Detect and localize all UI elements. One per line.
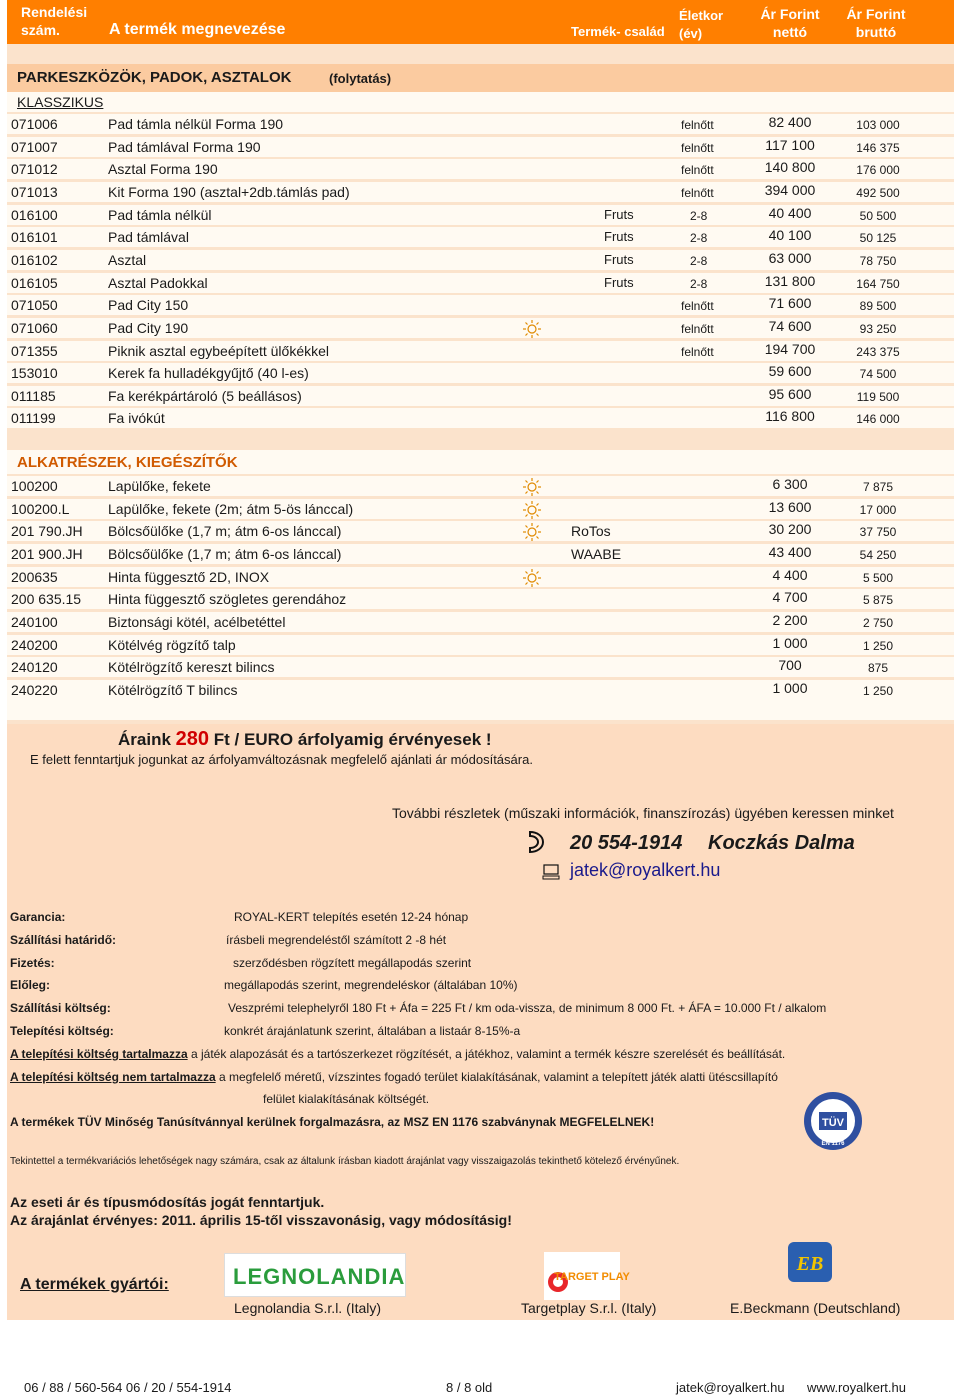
row-code: 201 900.JH <box>11 545 83 562</box>
header-net: Ár Forint nettó <box>760 6 820 40</box>
row-age: 2-8 <box>690 276 708 291</box>
row-code: 011199 <box>11 410 56 427</box>
row-gross: 146 375 <box>856 140 900 155</box>
table-row <box>7 273 954 295</box>
row-gross: 50 500 <box>859 208 897 223</box>
row-code: 071007 <box>11 138 58 155</box>
row-code: 016100 <box>11 206 58 223</box>
maker-beckmann: E.Beckmann (Deutschland) <box>730 1300 901 1316</box>
term-label: Fizetés: <box>10 955 55 970</box>
row-age: 2-8 <box>690 208 708 223</box>
row-gross: 875 <box>867 661 889 676</box>
row-net: 700 <box>778 657 802 674</box>
section1-title: PARKESZKÖZÖK, PADOK, ASZTALOK <box>17 69 292 86</box>
table-row <box>7 567 954 589</box>
tuv-text: A termékek TÜV Minőség Tanúsítvánnyal kerülnek forgalmazásra, az MSZ EN 1176 szabványnak MEGFELELNEK! <box>10 1115 655 1129</box>
row-code: 071050 <box>11 297 58 314</box>
footer-phones: 06 / 88 / 560-564 06 / 20 / 554-1914 <box>24 1380 232 1395</box>
row-net: 194 700 <box>764 340 816 357</box>
row-code: 071060 <box>11 319 58 336</box>
row-name: Pad támlával <box>108 229 189 246</box>
row-gross: 1 250 <box>862 683 894 698</box>
row-code: 240100 <box>11 613 58 630</box>
table-row <box>7 227 954 249</box>
tuv-badge-icon <box>802 1090 864 1157</box>
computer-icon <box>542 864 560 885</box>
table-row <box>7 250 954 272</box>
term-label: Telepítési költség: <box>10 1024 114 1038</box>
row-age: felnőtt <box>681 163 714 178</box>
row-gross: 5 500 <box>862 570 894 585</box>
row-code: 240200 <box>11 636 58 653</box>
table-row <box>7 589 954 611</box>
row-gross: 17 000 <box>859 502 897 517</box>
row-code: 240120 <box>11 659 58 676</box>
row-name: Bölcsőülőke (1,7 m; átm 6-os lánccal) <box>108 523 342 540</box>
targetplay-logo-text: TARGET PLAY <box>554 1271 630 1283</box>
table-row <box>7 318 954 340</box>
legnolandia-logo <box>224 1253 406 1297</box>
row-gross: 243 375 <box>856 344 900 359</box>
row-gross: 7 875 <box>862 480 894 494</box>
table-row <box>7 476 954 498</box>
reserve-line-2: Az árajánlat érvényes: 2011. április 15-től visszavonásig, vagy módosításig! <box>10 1212 512 1228</box>
row-code: 201 790.JH <box>11 523 83 540</box>
rate-prefix: Áraink <box>118 730 171 749</box>
row-net: 43 400 <box>768 543 812 560</box>
targetplay-logo <box>544 1252 630 1300</box>
footer-email[interactable]: jatek@royalkert.hu <box>676 1380 785 1395</box>
row-gross: 78 750 <box>859 253 897 268</box>
variation-note: Tekintettel a termékvariációs lehetőségek nagy számára, csak az általunk írásban kiadott árajánlat vagy visszaigazolás tekinthető kötelező érvényűnek. <box>10 1156 680 1167</box>
section2-title: ALKATRÉSZEK, KIEGÉSZÍTŐK <box>17 454 238 471</box>
sun-icon <box>523 523 541 541</box>
row-net: 116 800 <box>765 408 815 425</box>
row-gross: 93 250 <box>859 321 897 336</box>
install-incl-label: A telepítési költség tartalmazza <box>10 1047 188 1061</box>
row-name: Pad City 150 <box>108 297 189 314</box>
table-row <box>7 295 954 317</box>
row-gross: 176 000 <box>856 163 900 178</box>
term-label: Szállítási költség: <box>10 1001 111 1016</box>
row-gross: 54 250 <box>859 547 897 562</box>
table-row <box>7 612 954 634</box>
contact-intro: További részletek (műszaki információk, finanszírozás) ügyében keressen minket <box>392 805 894 821</box>
row-code: 011185 <box>11 387 56 404</box>
row-net: 4 700 <box>772 589 808 606</box>
header-order-no: Rendelési szám. <box>21 4 88 38</box>
beckmann-logo-text: EB <box>796 1253 824 1275</box>
table-row <box>7 657 954 679</box>
row-name: Asztal Padokkal <box>108 274 208 291</box>
table-header <box>7 0 954 44</box>
table-row <box>7 182 954 204</box>
term-value: megállapodás szerint, megrendeléskor (általában 10%) <box>224 978 518 993</box>
row-age: felnőtt <box>681 140 714 155</box>
section2-band <box>7 450 954 474</box>
row-code: 100200.L <box>11 500 70 517</box>
header-family: Termék- család <box>571 24 665 39</box>
row-net: 13 600 <box>768 498 812 515</box>
sun-icon <box>523 478 541 496</box>
row-name: Fa kerékpártároló (5 beállásos) <box>108 387 302 404</box>
table-row <box>7 159 954 181</box>
term-value: konkrét árajánlatunk szerint, általában a listaár 8-15%-a <box>224 1024 521 1038</box>
term-value: Veszprémi telephelyről 180 Ft + Áfa = 225 Ft / km oda-vissza, de minimum 8 000 Ft. + ÁFA = 10.000 Ft / alkalom <box>228 1001 827 1016</box>
table-row <box>7 635 954 657</box>
row-gross: 119 500 <box>856 389 900 404</box>
row-name: Fa ivókút <box>108 410 165 427</box>
header-name: A termék megnevezése <box>109 21 286 38</box>
table-row <box>7 114 954 136</box>
row-code: 240220 <box>11 681 58 698</box>
install-excl-label: A telepítési költség nem tartalmazza <box>10 1070 216 1084</box>
row-code: 200635 <box>11 568 58 585</box>
table-row <box>7 521 954 543</box>
sun-icon <box>523 501 541 519</box>
row-name: Kötélvég rögzítő talp <box>108 636 236 653</box>
install-excl-text2: felület kialakításának költségét. <box>263 1092 430 1106</box>
table-row <box>7 544 954 566</box>
row-net: 82 400 <box>768 114 812 130</box>
row-name: Pad támlával Forma 190 <box>108 138 261 155</box>
row-gross: 5 875 <box>862 593 894 608</box>
row-code: 100200 <box>11 478 58 494</box>
contact-phone: 20 554-1914 <box>570 832 683 854</box>
row-gross: 50 125 <box>859 231 897 246</box>
row-net: 2 200 <box>772 611 808 628</box>
row-code: 016102 <box>11 251 58 268</box>
row-family: RoTos <box>571 523 611 540</box>
contact-person: Koczkás Dalma <box>708 832 855 854</box>
section1-band <box>7 64 954 92</box>
row-net: 6 300 <box>772 476 808 492</box>
install-excluded <box>10 1070 778 1084</box>
tuv-badge-top: TÜV <box>822 1117 844 1129</box>
row-family: Fruts <box>604 206 634 222</box>
sun-icon <box>523 320 541 338</box>
header-gross: Ár Forint bruttó <box>846 6 906 40</box>
contact-email-link[interactable]: jatek@royalkert.hu <box>570 860 721 880</box>
row-net: 4 400 <box>772 566 808 583</box>
install-excl-text: a megfelelő méretű, vízszintes fogadó terület kialakításának, valamint a telepített játék alatti ütéscsillapító <box>218 1070 778 1084</box>
row-name: Kötélrögzítő T bilincs <box>108 681 238 698</box>
row-family: Fruts <box>604 274 634 290</box>
table-row <box>7 137 954 159</box>
row-gross: 89 500 <box>859 299 897 314</box>
row-name: Piknik asztal egybeépített ülőkékkel <box>108 342 330 359</box>
row-net: 1 000 <box>772 634 808 651</box>
maker-targetplay: Targetplay S.r.l. (Italy) <box>521 1300 657 1316</box>
row-code: 016101 <box>11 229 58 246</box>
row-name: Kerek fa hulladékgyűjtő (40 l-es) <box>108 365 309 382</box>
footer-web[interactable]: www.royalkert.hu <box>807 1380 906 1395</box>
row-age: felnőtt <box>681 299 714 314</box>
row-net: 394 000 <box>764 181 816 198</box>
row-code: 153010 <box>11 365 58 382</box>
row-gross: 1 250 <box>862 638 894 653</box>
row-age: 2-8 <box>690 231 708 246</box>
row-net: 63 000 <box>768 249 812 266</box>
row-name: Pad támla nélkül <box>108 206 212 223</box>
row-code: 071013 <box>11 183 58 200</box>
row-net: 1 000 <box>772 679 808 696</box>
sun-icon <box>523 569 541 587</box>
row-family: Fruts <box>604 251 634 267</box>
row-code: 016105 <box>11 274 58 291</box>
tuv-badge-bottom: EN 1176 <box>821 1141 845 1147</box>
table-row <box>7 386 954 408</box>
reserve-line-1: Az eseti ár és típusmódosítás jogát fenntartjuk. <box>10 1194 325 1210</box>
table-row <box>7 499 954 521</box>
maker-legnolandia: Legnolandia S.r.l. (Italy) <box>234 1300 382 1316</box>
row-net: 71 600 <box>768 295 812 312</box>
row-net: 40 100 <box>768 227 812 244</box>
table-end-row <box>7 700 954 720</box>
row-code: 200 635.15 <box>11 591 82 608</box>
term-label: Garancia: <box>10 910 66 924</box>
row-age: felnőtt <box>681 118 714 132</box>
rate-suffix: Ft / EURO árfolyamig érvényesek ! <box>213 730 492 749</box>
row-name: Kötélrögzítő kereszt bilincs <box>108 659 275 676</box>
row-age: felnőtt <box>681 344 714 359</box>
header-age: Életkor (év) <box>679 8 724 41</box>
row-gross: 2 750 <box>862 615 894 630</box>
rate-line <box>118 728 492 751</box>
row-name: Lapülőke, fekete (2m; átm 5-ös lánccal) <box>108 500 354 517</box>
row-name: Bölcsőülőke (1,7 m; átm 6-os lánccal) <box>108 545 342 562</box>
row-code: 071012 <box>11 161 58 178</box>
row-name: Pad támla nélkül Forma 190 <box>108 116 284 132</box>
beckmann-logo <box>786 1240 834 1284</box>
row-family: Fruts <box>604 229 634 245</box>
row-gross: 164 750 <box>856 276 900 291</box>
row-name: Asztal Forma 190 <box>108 161 218 178</box>
row-age: felnőtt <box>681 185 714 200</box>
row-net: 117 100 <box>765 136 815 153</box>
table-row <box>7 680 954 702</box>
row-name: Pad City 190 <box>108 319 189 336</box>
row-gross: 146 000 <box>856 412 900 427</box>
row-name: Biztonsági kötél, acélbetéttel <box>108 613 286 630</box>
table-row <box>7 363 954 385</box>
row-name: Asztal <box>108 251 147 268</box>
contact-email[interactable] <box>570 860 720 881</box>
legnolandia-logo-text: LEGNOLANDIA <box>233 1264 406 1289</box>
row-family: WAABE <box>571 545 622 562</box>
footer-page: 8 / 8 old <box>446 1380 493 1395</box>
row-name: Lapülőke, fekete <box>108 478 211 494</box>
row-net: 40 400 <box>768 204 812 221</box>
rate-value: 280 <box>175 728 210 750</box>
table-row <box>7 408 954 430</box>
table-row <box>7 341 954 363</box>
phone-icon <box>525 830 547 859</box>
row-name: Hinta függesztő szögletes gerendához <box>108 591 347 608</box>
row-net: 95 600 <box>768 385 812 402</box>
row-net: 140 800 <box>764 159 816 176</box>
term-value: szerződésben rögzített megállapodás szerint <box>233 955 472 970</box>
term-value: ROYAL-KERT telepítés esetén 12-24 hónap <box>234 910 469 924</box>
section1-note: (folytatás) <box>329 71 392 86</box>
makers-title: A termékek gyártói: <box>20 1276 169 1293</box>
row-net: 74 600 <box>768 317 812 334</box>
row-code: 071006 <box>11 116 58 132</box>
row-name: Hinta függesztő 2D, INOX <box>108 568 270 585</box>
rate-note: E felett fenntartjuk jogunkat az árfolyamváltozásnak megfelelő ajánlati ár módosítására. <box>30 752 533 767</box>
section1-subtitle: KLASSZIKUS <box>17 94 104 110</box>
section1-sub-band <box>7 92 954 112</box>
install-included <box>10 1047 785 1061</box>
row-age: 2-8 <box>690 253 708 268</box>
row-net: 59 600 <box>768 363 812 380</box>
row-name: Kit Forma 190 (asztal+2db.támlás pad) <box>108 183 350 200</box>
row-gross: 103 000 <box>856 118 900 132</box>
term-label: Szállítási határidő: <box>10 932 117 947</box>
table-row <box>7 205 954 227</box>
term-label: Előleg: <box>10 978 51 993</box>
row-gross: 74 500 <box>859 367 897 382</box>
row-net: 30 200 <box>768 521 812 538</box>
row-net: 131 800 <box>764 272 816 289</box>
install-incl-text: a játék alapozását és a tartószerkezet rögzítését, a játékhoz, valamint a termék készre szerelését és beállítását. <box>190 1047 786 1061</box>
row-gross: 37 750 <box>859 525 897 540</box>
term-value: írásbeli megrendeléstől számított 2 -8 hét <box>226 932 447 947</box>
row-age: felnőtt <box>681 321 714 336</box>
row-code: 071355 <box>11 342 58 359</box>
row-gross: 492 500 <box>856 185 900 200</box>
